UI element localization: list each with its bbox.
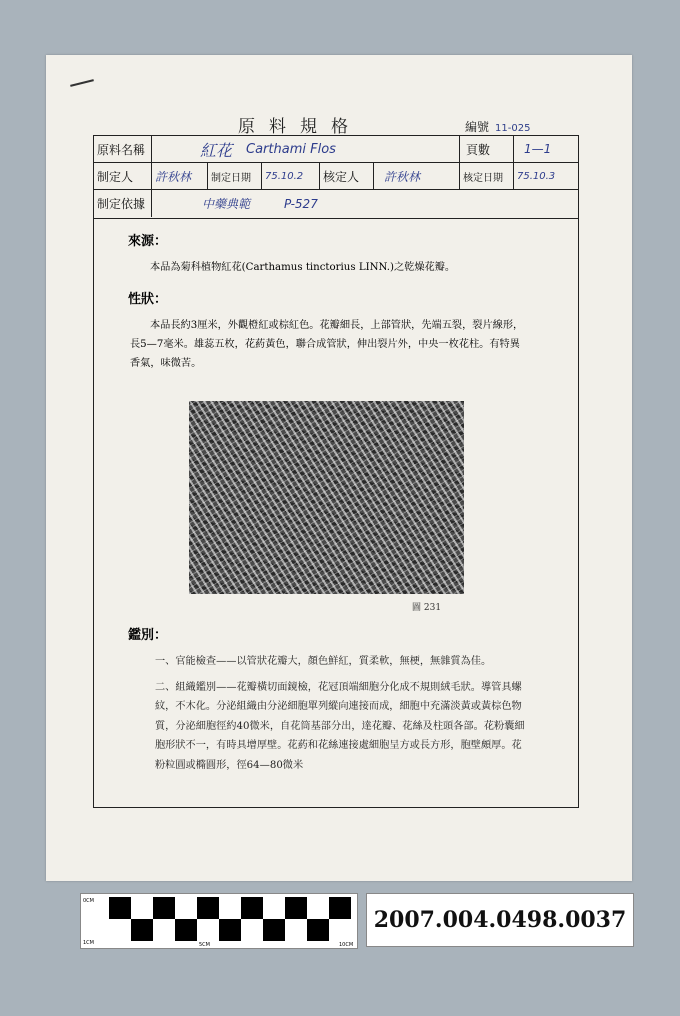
check-date-label: 核定日期 xyxy=(460,163,514,189)
checkerboard-scale xyxy=(109,897,355,941)
document-number xyxy=(465,118,530,135)
basis-value: 中藥典範 xyxy=(202,197,251,211)
drafter-value: 許秋林 xyxy=(155,169,192,184)
basis-value-cell xyxy=(152,190,578,217)
figure-caption: 圖 231 xyxy=(412,603,442,613)
name-value: 紅花 xyxy=(200,140,233,160)
source-heading: 來源： xyxy=(128,234,168,249)
identification-list xyxy=(155,652,530,781)
header-row-people xyxy=(94,163,578,190)
scale-label-10: 10CM xyxy=(339,942,354,948)
character-text: 本品長約3厘米，外觀橙紅或棕紅色。花瓣細長，上部管狀，先端五裂，裂片線形，長5—7毫米。雄蕊五枚，花葯黃色，聯合成管狀，伸出裂片外，中央一枚花柱。有特異香氣，味微苦。 xyxy=(130,320,524,369)
identification-heading: 鑑別： xyxy=(128,628,168,643)
checker-value-cell xyxy=(374,163,460,189)
drafter-value-cell xyxy=(152,163,208,189)
scale-label-5: 5CM xyxy=(199,942,210,948)
color-scale-bar xyxy=(80,893,358,949)
drafter-label: 制定人 xyxy=(94,163,152,189)
name-value-cell xyxy=(152,136,460,162)
check-date-value-cell xyxy=(514,163,578,189)
check-date-value: 75.10.3 xyxy=(517,170,556,182)
document-number-value: 11-025 xyxy=(495,123,531,134)
basis-label: 制定依據 xyxy=(94,190,152,217)
draft-date-value-cell xyxy=(262,163,320,189)
checker-label: 核定人 xyxy=(320,163,374,189)
identification-item: 一、官能檢查——以管狀花瓣大，顏色鮮紅，質柔軟，無梗，無雜質為佳。 xyxy=(155,656,492,667)
safflower-photo xyxy=(189,401,464,594)
name-label: 原料名稱 xyxy=(94,136,152,162)
pages-value: 1—1 xyxy=(524,142,552,156)
draft-date-value: 75.10.2 xyxy=(265,170,304,182)
scale-label-0: 0CM xyxy=(83,898,94,904)
header-row-name xyxy=(94,136,578,163)
checker-value: 許秋林 xyxy=(384,169,421,184)
pages-value-cell xyxy=(514,136,578,162)
spec-header-table xyxy=(93,135,579,219)
document-number-label: 編號 xyxy=(465,120,490,134)
scale-label-1: 1CM xyxy=(83,940,94,946)
source-text: 本品為菊科植物紅花(Carthamus tinctorius LINN.)之乾燥花瓣。 xyxy=(150,262,456,273)
document-title: 原料規格 xyxy=(238,117,362,137)
basis-page: P-527 xyxy=(284,196,318,211)
header-row-basis xyxy=(94,190,578,217)
catalog-number-label: 2007.004.0498.0037 xyxy=(366,893,634,947)
pages-label: 頁數 xyxy=(460,136,514,162)
draft-date-label: 制定日期 xyxy=(208,163,262,189)
identification-item: 二、組織鑑別——花瓣橫切面鏡檢，花冠頂端細胞分化成不規則絨毛狀。導管具螺紋，不木化。分泌組織由分泌細胞單列縱向連接而成，細胞中充滿淡黃或黃棕色物質，分泌細胞徑約40微米，自花筒基部分出，達花瓣、花絲及柱頭各部。花粉囊細胞形狀不一，有時具增厚壁。花葯和花絲連接處細胞呈方或長方形，胞壁頗厚。花粉粒圓或橢圓形，徑64—80微米 xyxy=(155,681,525,771)
character-heading: 性狀： xyxy=(128,292,168,307)
name-latin: Carthami Flos xyxy=(246,141,336,157)
